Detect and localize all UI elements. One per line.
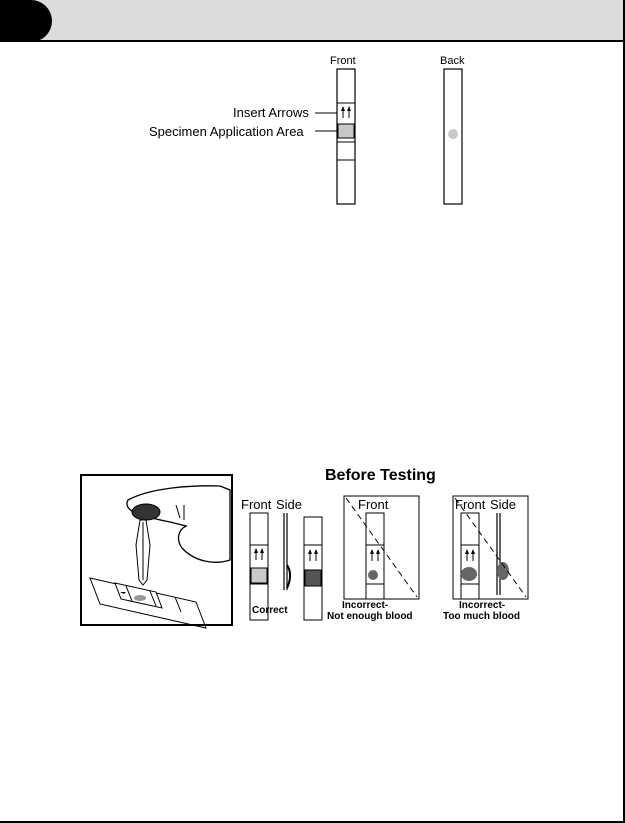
correct-side-label: Side	[276, 497, 303, 512]
not-enough-caption-line1: Incorrect-	[342, 600, 389, 611]
too-much-side-label: Side	[490, 497, 517, 512]
front-label: Front	[330, 55, 356, 67]
front-strip	[337, 69, 355, 204]
too-much-front-label: Front	[455, 497, 486, 512]
correct-front-label: Front	[241, 497, 272, 512]
callout-specimen-area: Specimen Application Area	[149, 124, 304, 139]
callout-insert-arrows: Insert Arrows	[233, 105, 309, 120]
back-strip	[444, 69, 462, 204]
before-testing-title: Before Testing	[325, 467, 436, 484]
correct-front-strip	[250, 513, 268, 620]
correct-front-strip-applied	[304, 517, 322, 620]
correct-side-view	[284, 513, 290, 590]
lancet-illustration	[81, 475, 232, 628]
not-enough-caption-line2: Not enough blood	[327, 611, 413, 622]
correct-caption: Correct	[252, 605, 288, 616]
back-label: Back	[440, 55, 465, 67]
not-enough-front-label: Front	[358, 497, 389, 512]
too-much-caption-line2: Too much blood	[443, 611, 521, 622]
too-much-caption-line1: Incorrect-	[459, 600, 506, 611]
